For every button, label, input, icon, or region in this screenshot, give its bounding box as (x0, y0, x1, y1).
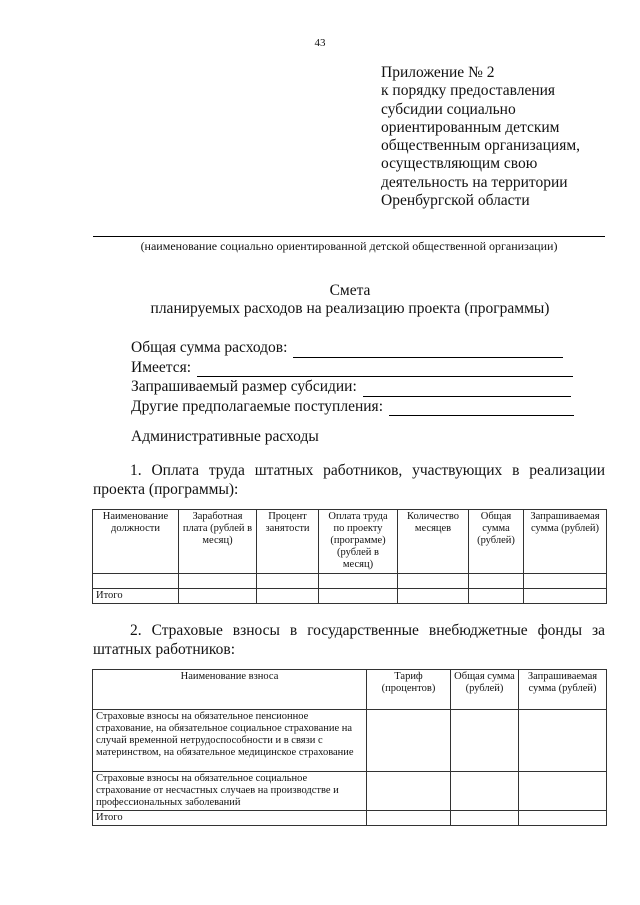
header-cell: Тариф (процентов) (367, 670, 451, 710)
section-2-text (93, 621, 605, 659)
table-cell[interactable] (451, 811, 519, 826)
admin-heading: Административные расходы (131, 428, 319, 445)
field-label: Другие предполагаемые поступления: (131, 397, 383, 415)
header-cell: Общая сумма (рублей) (469, 510, 524, 574)
header-cell: Количество месяцев (398, 510, 469, 574)
salary-table (92, 509, 607, 604)
table-cell[interactable] (319, 589, 398, 604)
table-cell[interactable] (519, 772, 607, 811)
field-requested-subsidy (131, 377, 574, 397)
field-available (131, 358, 574, 378)
table-cell[interactable] (367, 811, 451, 826)
table-cell[interactable] (519, 710, 607, 772)
table-cell[interactable] (179, 574, 257, 589)
insurance-table-wrap (92, 669, 606, 826)
table-cell[interactable] (257, 574, 319, 589)
insurance-name-cell: Страховые взносы на обязательное социальное страхование от несчастных случаев на производстве и профессиональных заболеваний (93, 772, 367, 811)
field-label: Имеется: (131, 358, 192, 376)
total-label: Итого (93, 589, 179, 604)
header-cell: Наименование взноса (93, 670, 367, 710)
header-cell: Общая сумма (рублей) (451, 670, 519, 710)
table-cell[interactable] (524, 574, 607, 589)
table-header-row (93, 510, 607, 574)
appendix-line: деятельность на территории (381, 173, 568, 191)
org-name-caption: (наименование социально ориентированной детской общественной организации) (140, 239, 558, 253)
appendix-line: ориентированным детским (381, 118, 560, 136)
table-cell[interactable] (451, 772, 519, 811)
table-cell[interactable] (367, 772, 451, 811)
blank-line (197, 362, 573, 377)
table-cell[interactable] (398, 589, 469, 604)
table-cell[interactable] (367, 710, 451, 772)
title-line-1: Смета (329, 282, 371, 299)
blank-line (293, 343, 563, 358)
field-label: Общая сумма расходов: (131, 339, 288, 356)
table-total-row (93, 589, 607, 604)
total-label: Итого (93, 811, 367, 826)
header-cell: Заработная плата (рублей в месяц) (179, 510, 257, 574)
table-row (93, 710, 607, 772)
header-cell: Наименование должности (93, 510, 179, 574)
blank-line (363, 382, 571, 397)
table-row (93, 574, 607, 589)
header-cell: Запрашиваемая сумма (рублей) (519, 670, 607, 710)
table-row (93, 772, 607, 811)
appendix-line: Оренбургской области (381, 192, 530, 210)
page-number: 43 (314, 37, 326, 49)
summary-fields (131, 338, 574, 416)
section-1-paragraph: 1. Оплата труда штатных работников, участвующих в реализации проекта (программы): (93, 462, 605, 498)
title-line-2: планируемых расходов на реализацию проекта (программы) (150, 300, 550, 317)
field-other-income (131, 397, 574, 417)
table-cell[interactable] (469, 574, 524, 589)
blank-line (389, 401, 574, 416)
table-total-row (93, 811, 607, 826)
appendix-line: субсидии социально (381, 100, 516, 118)
appendix-line: Приложение № 2 (381, 64, 495, 81)
table-cell[interactable] (524, 589, 607, 604)
document-title (0, 282, 640, 318)
insurance-name-cell: Страховые взносы на обязательное пенсионное страхование, на обязательное социальное страхование на случай временной нетрудоспособности и в связи с материнством, на обязательное медицинское страхование (93, 710, 367, 772)
salary-table-wrap (92, 509, 606, 604)
appendix-line: осуществляющим свою (381, 155, 538, 173)
header-cell: Оплата труда по проекту (программе) (рублей в месяц) (319, 510, 398, 574)
table-cell[interactable] (398, 574, 469, 589)
org-name-line (93, 236, 605, 237)
table-cell[interactable] (519, 811, 607, 826)
appendix-line: общественным организациям, (381, 137, 581, 155)
appendix-block (381, 64, 580, 210)
appendix-line: к порядку предоставления (381, 82, 556, 100)
table-cell[interactable] (319, 574, 398, 589)
table-cell[interactable] (257, 589, 319, 604)
header-cell: Процент занятости (257, 510, 319, 574)
field-label: Запрашиваемый размер субсидии: (131, 378, 357, 395)
field-total-expenses (131, 338, 574, 358)
table-header-row (93, 670, 607, 710)
section-2-paragraph: 2. Страховые взносы в государственные внебюджетные фонды за штатных работников: (93, 622, 605, 658)
table-cell[interactable] (469, 589, 524, 604)
header-cell: Запрашиваемая сумма (рублей) (524, 510, 607, 574)
insurance-table (92, 669, 607, 826)
table-cell[interactable] (93, 574, 179, 589)
table-cell[interactable] (451, 710, 519, 772)
table-cell[interactable] (179, 589, 257, 604)
section-1-text (93, 461, 605, 499)
